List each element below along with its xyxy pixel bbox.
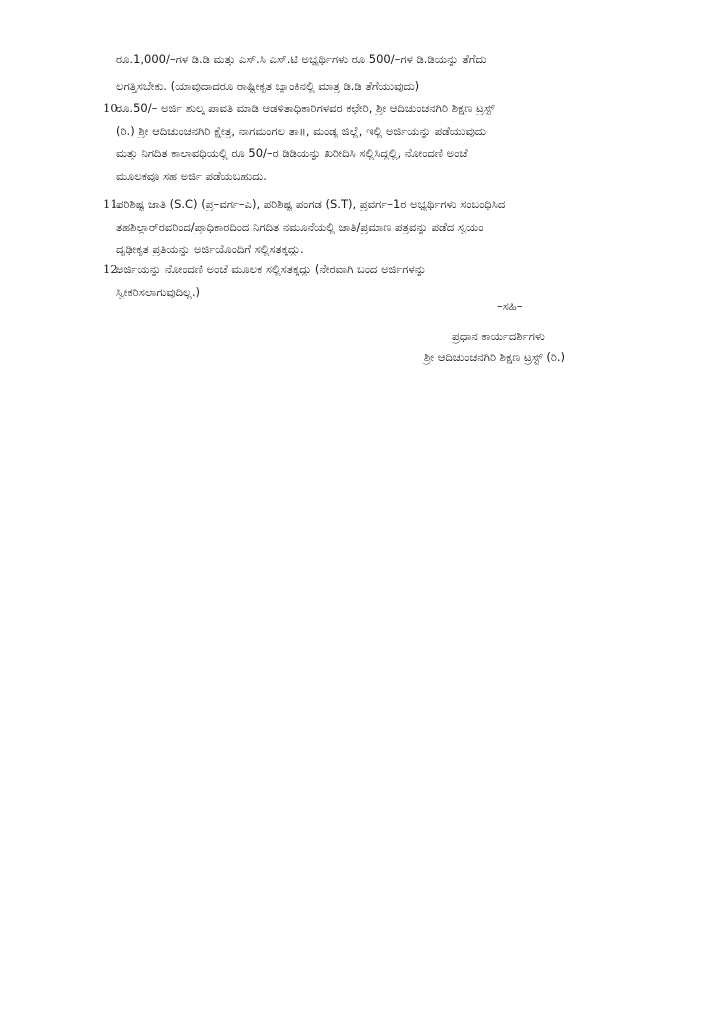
item-number: 10. [103, 101, 122, 115]
item-10-line-1: ರೂ.50/– ಅರ್ಜಿ ಶುಲ್ಕ ಪಾವತಿ ಮಾಡಿ ಆಡಳಿತಾಧಿಕಾರಿಗಳವರ ಕಛೇರಿ, ಶ್ರೀ ಆದಿಚುಂಚನಗಿರಿ ಶಿಕ್ಷಣ ಟ್ರಸ್ಟ್ [116, 101, 495, 115]
continuation-line-2: ಲಗತ್ತಿಸಬೇಕು. (ಯಾವುದಾದರೂ ರಾಷ್ಟ್ರೀಕೃತ ಬ್ಯಾಂಕಿನಲ್ಲಿ ಮಾತ್ರ ಡಿ.ಡಿ ತೆಗೆಯುವುದು) [116, 79, 420, 93]
item-number: 12. [103, 262, 122, 276]
item-10-line-2: (ರಿ.) ಶ್ರೀ ಆದಿಚುಂಚನಗಿರಿ ಕ್ಷೇತ್ರ, ನಾಗಮಂಗಲ ತಾ॥, ಮಂಡ್ಯ ಜಿಲ್ಲೆ, ಇಲ್ಲಿ ಅರ್ಜಿಯನ್ನು ಪಡೆಯುವುದು [116, 124, 486, 138]
signature-organization: ಶ್ರೀ ಆದಿಚುಂಚನಗಿರಿ ಶಿಕ್ಷಣ ಟ್ರಸ್ಟ್ (ರಿ.) [424, 350, 566, 364]
signature-designation: ಪ್ರಧಾನ ಕಾರ್ಯದರ್ಶಿಗಳು [452, 329, 545, 343]
item-12-line-1: ಅರ್ಜಿಯನ್ನು ನೋಂದಣಿ ಅಂಚೆ ಮೂಲಕ ಸಲ್ಲಿಸತಕ್ಕದ್ದು (ನೇರವಾಗಿ ಬಂದ ಅರ್ಜಿಗಳನ್ನು [116, 262, 427, 276]
item-12-line-2: ಸ್ವೀಕರಿಸಲಾಗುವುದಿಲ್ಲ.) [116, 285, 200, 299]
item-11-line-2: ತಹಶಿಲ್ದಾರ್‌ರವರಿಂದ/ಪ್ರಾಧಿಕಾರದಿಂದ ನಿಗದಿತ ನಮೂನೆಯಲ್ಲಿ ಜಾತಿ/ಪ್ರಮಾಣ ಪತ್ರವನ್ನು ಪಡೆದ ಸ್ವಯಂ [116, 220, 484, 234]
signature-sd: –ಸಹಿ– [497, 299, 523, 313]
item-10-line-4: ಮೂಲಕವೂ ಸಹ ಅರ್ಜಿ ಪಡೆಯಬಹುದು. [116, 169, 267, 183]
item-number: 11. [103, 197, 122, 211]
item-10-line-3: ಮತ್ತು ನಿಗದಿತ ಕಾಲಾವಧಿಯಲ್ಲಿ ರೂ 50/–ರ ಡಿಡಿಯನ್ನು ಖರೀದಿಸಿ ಸಲ್ಲಿಸಿದ್ದಲ್ಲಿ, ನೋಂದಣಿ ಅಂಚೆ [116, 146, 468, 160]
continuation-line-1: ರೂ.1,000/–ಗಳ ಡಿ.ಡಿ ಮತ್ತು ಎಸ್.ಸಿ ಎಸ್.ಟಿ ಅಭ್ಯರ್ಥಿಗಳು ರೂ 500/–ಗಳ ಡಿ.ಡಿಯನ್ನು ತೆಗೆದು [116, 52, 487, 66]
item-11-line-3: ದೃಢೀಕೃತ ಪ್ರತಿಯನ್ನು ಅರ್ಜಿಯೊಂದಿಗೆ ಸಲ್ಲಿಸತಕ್ಕದ್ದು. [116, 242, 304, 256]
item-11-line-1: ಪರಿಶಿಷ್ಟ ಜಾತಿ (S.C) (ಪ್ರ–ವರ್ಗ–ಎ), ಪರಿಶಿಷ್ಟ ಪಂಗಡ (S.T), ಪ್ರವರ್ಗ–1ರ ಅಭ್ಯರ್ಥಿಗಳು ಸಂಬಂಧಿಸಿದ [116, 197, 506, 211]
